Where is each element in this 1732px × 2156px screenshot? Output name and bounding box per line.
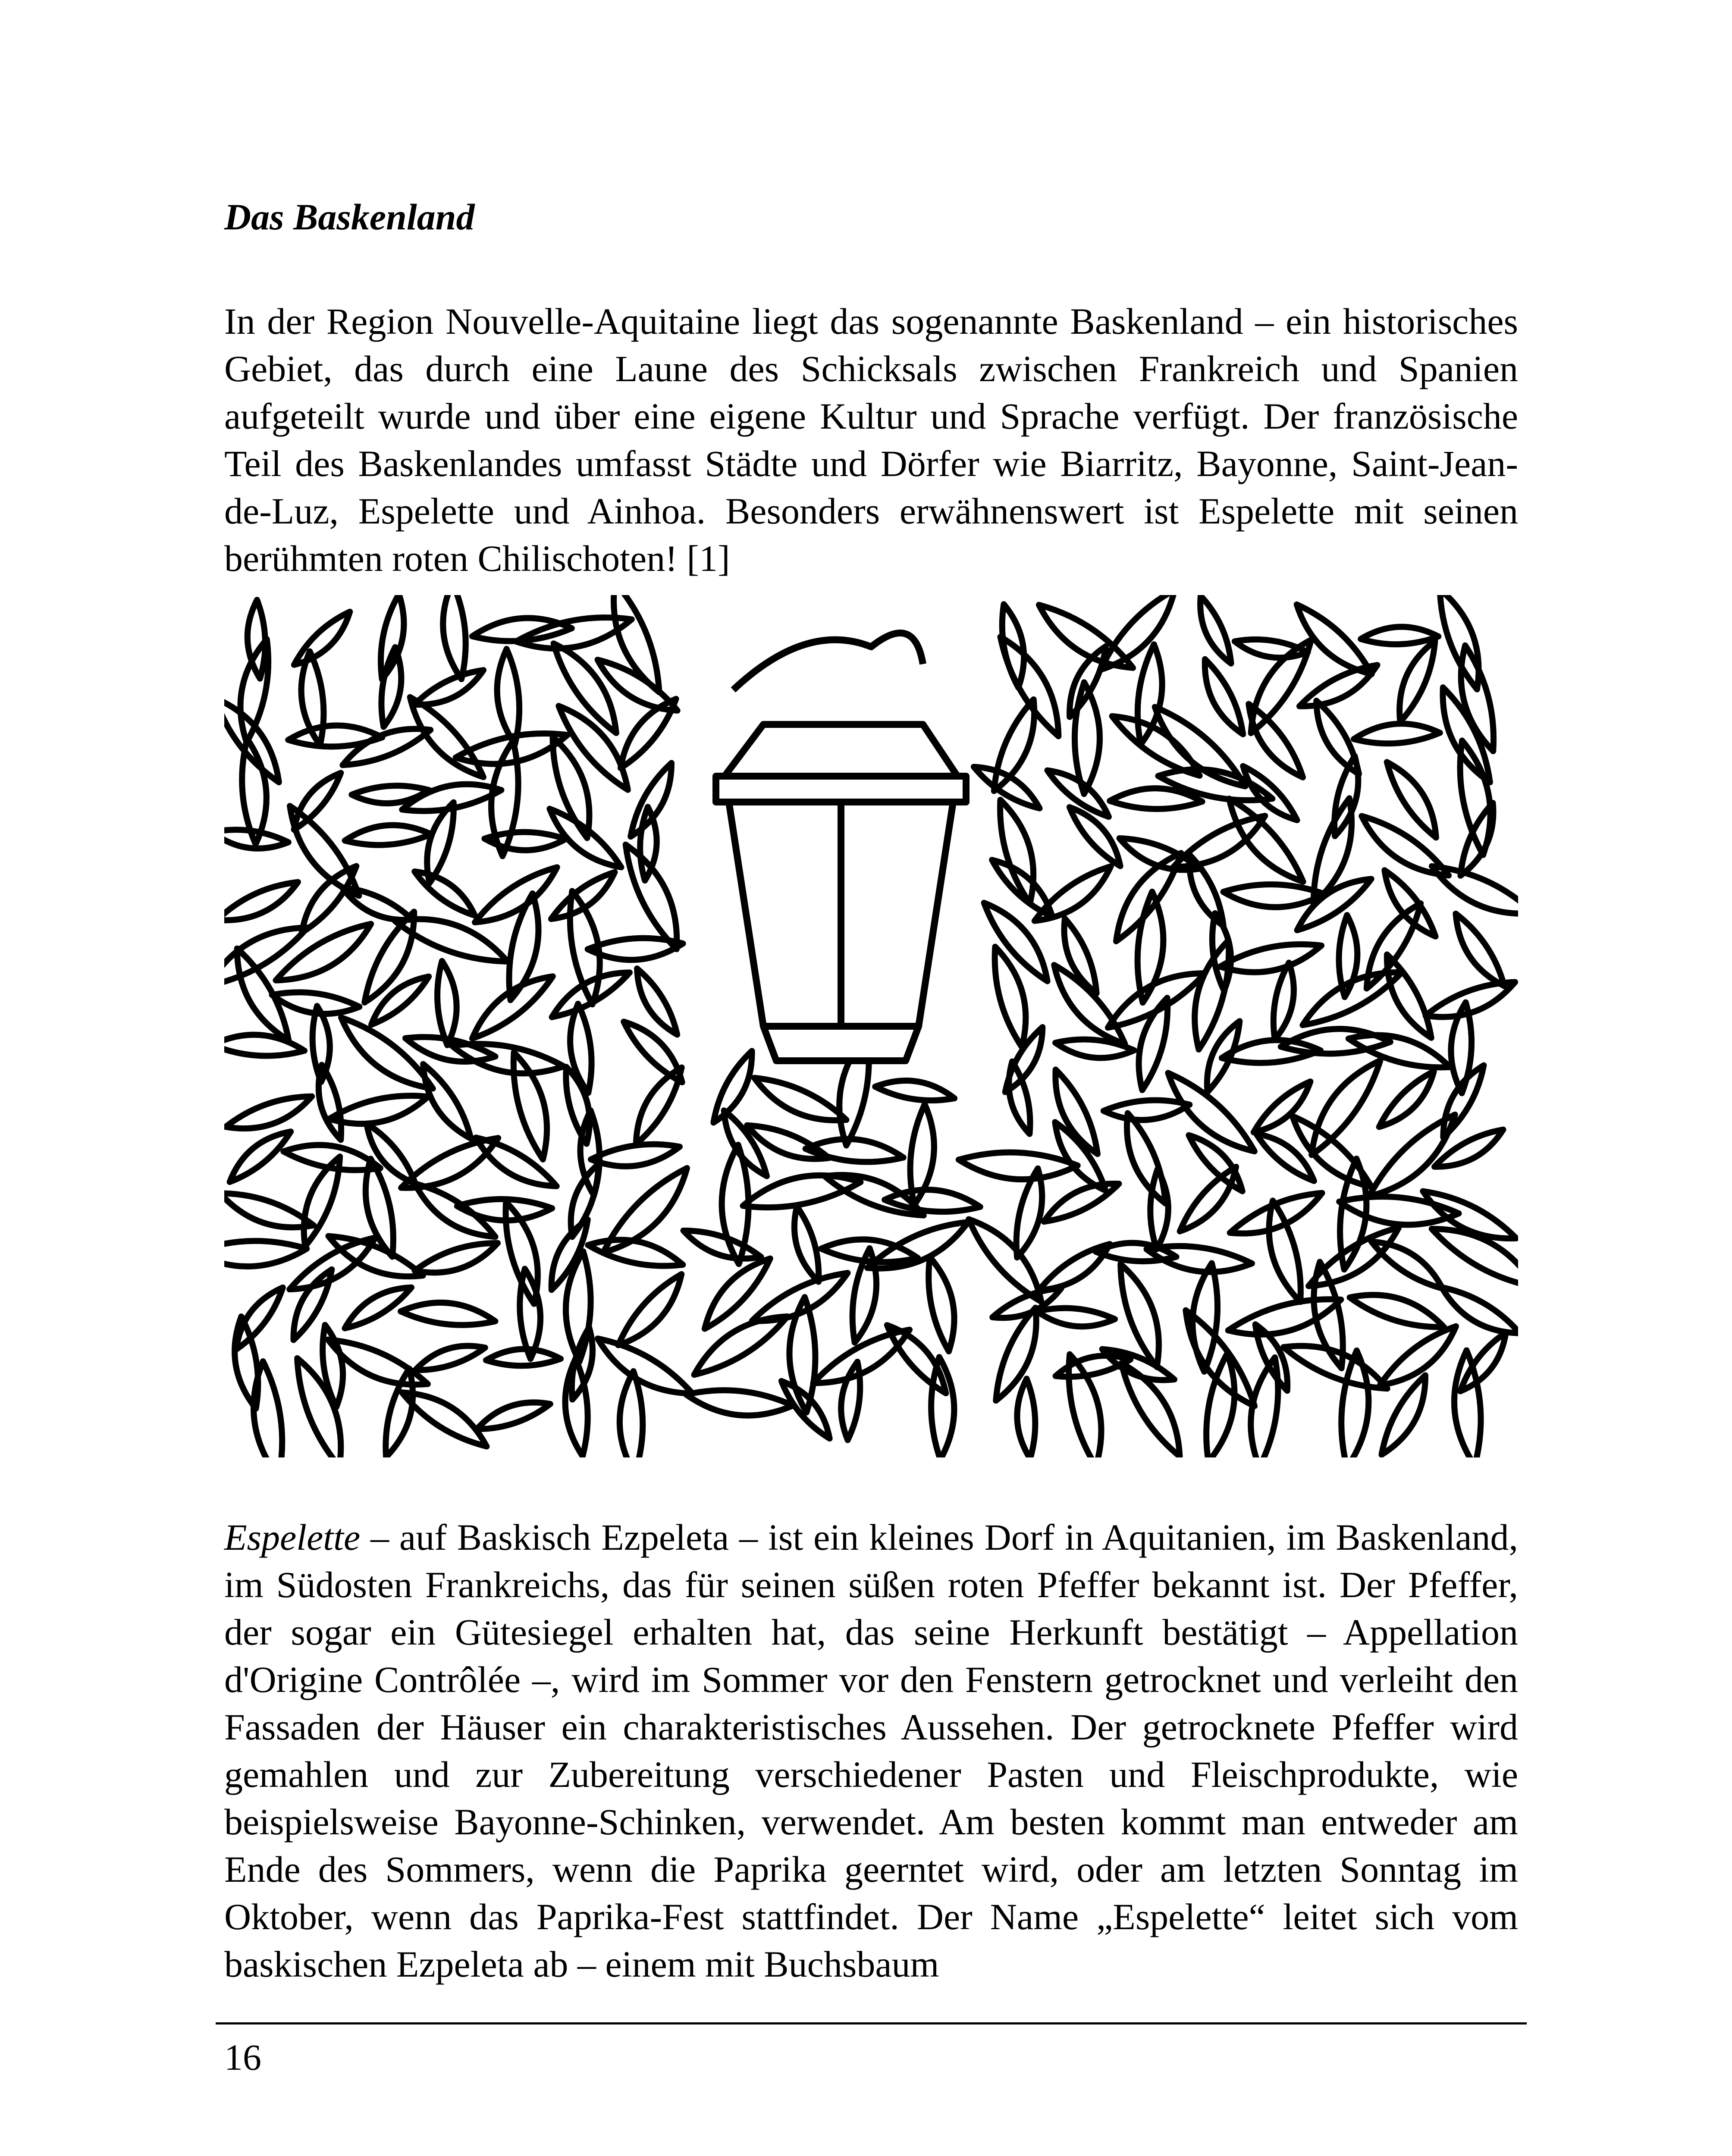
paragraph-intro: In der Region Nouvelle-Aquitaine liegt das sogenannte Baskenland – ein historisches Gebiet, das durch eine Laune des Schicksals zwischen Frankreich und Spanien aufgeteilt wurde und über eine eigene Kultur und Sprache verfügt. Der französische Teil des Baskenlandes umfasst Städte und Dörfer wie Biarritz, Bayonne, Saint-Jean-de-Luz, Espelette und Ainhoa. Besonders erwähnenswert ist Espelette mit seinen berühmten roten Chilischoten! [1] — [224, 301, 1518, 579]
footer-rule — [216, 2022, 1527, 2024]
chili-garlands-lantern-icon — [224, 595, 1518, 1457]
chili-illustration — [224, 595, 1518, 1457]
paragraph-espelette — [224, 1514, 1518, 1988]
section-title: Das Baskenland — [224, 196, 475, 238]
espelette-italic: Espelette — [224, 1517, 361, 1558]
paragraph-espelette-text: – auf Baskisch Ezpeleta – ist ein kleines Dorf in Aquitanien, im Baskenland, im Südosten Frankreichs, das für seinen süßen roten Pfeffer bekannt ist. Der Pfeffer, der sogar ein Gütesiegel erhalten hat, das seine Herkunft bestätigt – Appellation d'Origine Contrôlée –, wird im Sommer vor den Fenstern getrocknet und verleiht den Fassaden der Häuser ein charakteristisches Aussehen. Der getrocknete Pfeffer wird gemahlen und zur Zubereitung verschiedener Pasten und Fleischprodukte, wie beispielsweise Bayonne-Schinken, verwendet. Am besten kommt man entweder am Ende des Sommers, wenn die Paprika geerntet wird, oder am letzten Sonntag im Oktober, wenn das Paprika-Fest stattfindet. Der Name „Espelette“ leitet sich vom baskischen Ezpeleta ab – einem mit Buchsbaum — [224, 1517, 1518, 1985]
page-number: 16 — [224, 2037, 261, 2078]
